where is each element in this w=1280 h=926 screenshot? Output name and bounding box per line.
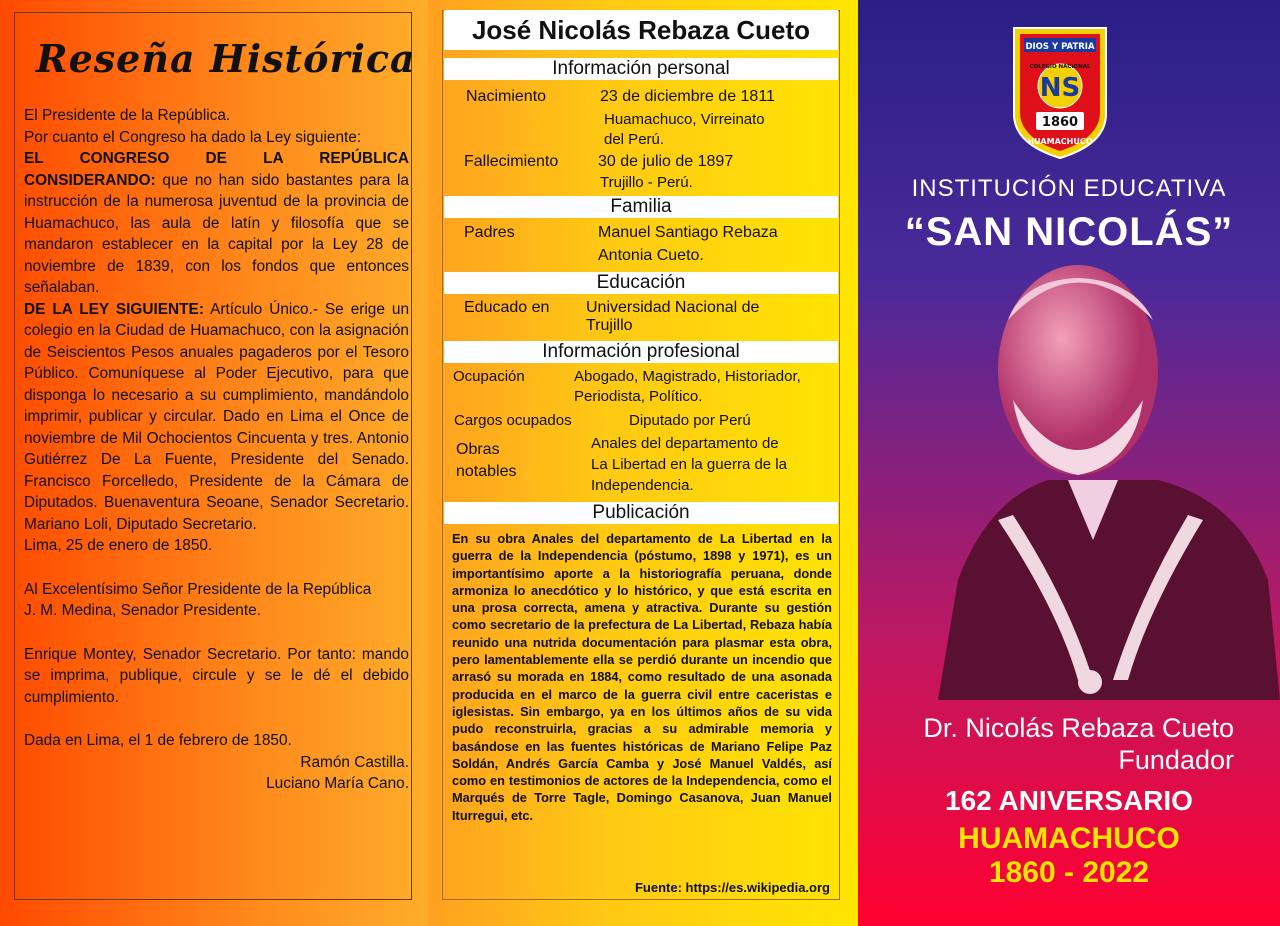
- paragraph: El Presidente de la República.: [24, 107, 231, 124]
- founder-role: Fundador: [1118, 745, 1234, 775]
- paragraph: Enrique Montey, Senador Secretario. Por tanto: mando se imprima, publique, circule y se le dé el debido cumplimiento.: [24, 645, 409, 706]
- crest-ring-text: COLEGIO NACIONAL: [1029, 64, 1091, 70]
- birth-place-2: del Perú.: [604, 131, 665, 148]
- death-label: Fallecimiento: [464, 153, 559, 170]
- occupation-label: Ocupación: [453, 368, 525, 385]
- source-note: Fuente: https://es.wikipedia.org: [634, 880, 830, 895]
- paragraph: Lima, 25 de enero de 1850.: [24, 537, 213, 554]
- birth-label: Nacimiento: [466, 88, 547, 105]
- publication-text: En su obra Anales del departamento de La Libertad en la guerra de la Independencia (póstumo, 1898 y 1971), es un importantísimo aporte a la historiografía peruana, donde armoniza lo anecdótico y lo histórico, y que está escrita en una prosa correcta, amena y atractiva. Durante su gestión como secretario de la prefectura de La Libertad, Rebaza había reunido una nutrida documentación para plasmar esta obra, pero lamentablemente ella se perdió durante un incendio que arrasó su morada en 1884, como resultado de una asonada producida en el marco de la guerra civil entre caceristas e iglesistas. Sin embargo, ya en los últimos años de su vida pudo reconstruirla, gracias a su admirable memoria y basándose en las fuentes históricas de Mariano Felipe Paz Soldán, Andrés García Camba y José Manuel Valdés, así como en testimonios de actores de la Independencia, como el Marqués de Torre Tagle, Domingo Casanova, Juan Manuel Iturregui, etc.: [452, 531, 832, 823]
- bold-lead: EL CONGRESO DE LA REPÚBLICA CONSIDERANDO:: [24, 150, 409, 189]
- city-label: HUAMACHUCO: [958, 822, 1180, 855]
- years-label: 1860 - 2022: [988, 856, 1150, 889]
- birth-place: Huamachuco, Virreinato: [604, 111, 765, 128]
- occupation-value: Abogado, Magistrado, Historiador,: [574, 368, 801, 385]
- works-label-2: notables: [456, 463, 517, 480]
- bio-title: José Nicolás Rebaza Cueto: [444, 10, 838, 50]
- svg-text:NS: NS: [1039, 73, 1081, 103]
- paragraph: [24, 148, 409, 299]
- parents-label: Padres: [464, 224, 515, 241]
- anniversary-label: 162 ANIVERSARIO: [945, 785, 1193, 816]
- crest-city: HUAMACHUCO: [1027, 137, 1093, 146]
- school-name: “SAN NICOLÁS”: [904, 210, 1234, 254]
- occupation-value-2: Periodista, Político.: [574, 388, 703, 405]
- signature: Ramón Castilla.: [300, 753, 409, 771]
- offices-value: Diputado por Perú: [629, 412, 751, 429]
- paragraph-rest: que no han sido bastantes para la instrucción de la numerosa juventud de la provincia de Huamachuco, las aula de latín y filosofía que se mandaron establecer en la capital por la Ley 28 de noviembre de 1839, con los fondos que entonces señalaban.: [24, 171, 409, 296]
- founder-portrait: [918, 250, 1280, 700]
- institution-label: INSTITUCIÓN EDUCATIVA: [911, 175, 1227, 202]
- works-value: Anales del departamento de: [591, 435, 779, 452]
- paragraph: Al Excelentísimo Señor Presidente de la República: [24, 580, 372, 598]
- panel-historical-review: [0, 0, 428, 926]
- offices-label: Cargos ocupados: [454, 412, 572, 429]
- parent-father: Manuel Santiago Rebaza: [598, 224, 778, 241]
- panel-cover: [858, 0, 1280, 926]
- paragraph: Por cuanto el Congreso ha dado la Ley siguiente:: [24, 128, 362, 146]
- paragraph-rest: Artículo Único.- Se erige un colegio en la Ciudad de Huamachuco, con la asignación de Seiscientos Pesos anuales pagaderos por el Tesoro Público. Comuníquese al Poder Ejecutivo, para que disponga lo necesario a su cumplimiento, mandándolo imprimir, publicar y circular. Dado en Lima el Once de noviembre de Mil Ochocientos Cincuenta y tres. Antonio Gutiérrez De La Fuente, Presidente del Senado. Francisco Forcelledo, Presidente de la Cámara de Diputados. Buenaventura Seoane, Senador Secretario. Mariano Loli, Diputado Secretario.: [24, 300, 410, 533]
- crest-year: 1860: [1041, 115, 1079, 130]
- school-crest: [1010, 24, 1110, 162]
- works-label: Obras: [456, 441, 500, 458]
- section-family: Familia: [444, 196, 838, 218]
- paragraph: J. M. Medina, Senador Presidente.: [24, 602, 261, 619]
- section-personal: Información personal: [444, 58, 838, 80]
- panel-title: Reseña Histórica: [36, 36, 416, 81]
- education-value-2: Trujillo: [586, 317, 633, 334]
- section-professional: Información profesional: [444, 341, 838, 363]
- historical-text: [24, 105, 409, 795]
- paragraph: Dada en Lima, el 1 de febrero de 1850.: [24, 732, 292, 749]
- crest-motto: DIOS Y PATRIA: [1025, 42, 1095, 52]
- death-date: 30 de julio de 1897: [598, 153, 734, 170]
- works-value-2: La Libertad en la guerra de la: [591, 456, 787, 473]
- founder-name: Dr. Nicolás Rebaza Cueto: [923, 713, 1234, 743]
- founder-caption: [923, 712, 1234, 776]
- parent-mother: Antonia Cueto.: [598, 247, 704, 264]
- death-place: Trujillo - Perú.: [600, 174, 693, 191]
- bold-lead: DE LA LEY SIGUIENTE:: [24, 300, 204, 318]
- education-value: Universidad Nacional de: [586, 299, 760, 316]
- panel-biography: [428, 0, 858, 926]
- signature: Luciano María Cano.: [266, 775, 409, 792]
- paragraph: [24, 299, 409, 536]
- education-label: Educado en: [464, 299, 550, 316]
- works-value-3: Independencia.: [591, 477, 694, 494]
- section-publication: Publicación: [444, 502, 838, 524]
- section-education: Educación: [444, 272, 838, 294]
- birth-date: 23 de diciembre de 1811: [600, 88, 775, 105]
